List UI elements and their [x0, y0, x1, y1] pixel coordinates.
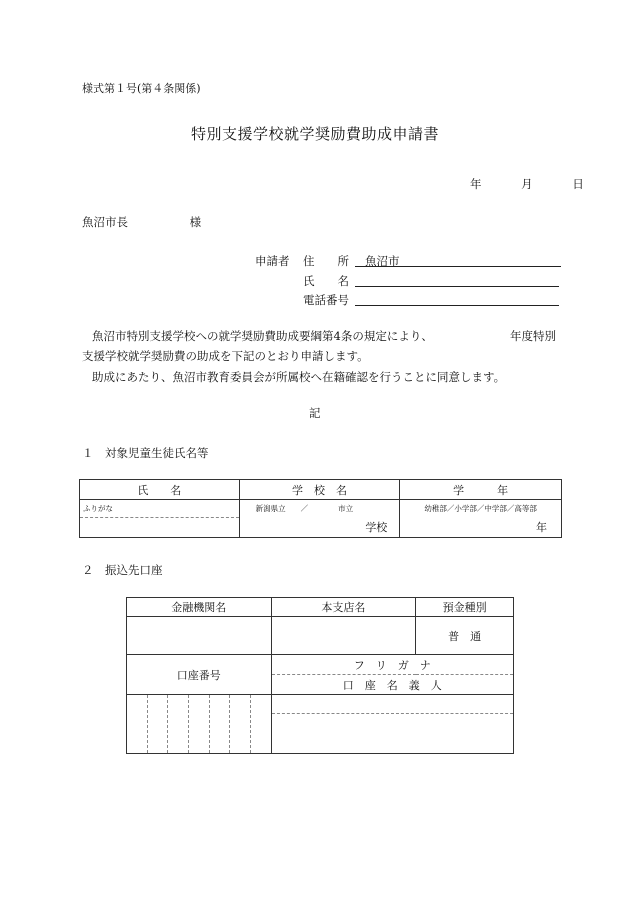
- col-name-header: 氏 名: [80, 480, 240, 500]
- account-digit-box[interactable]: [188, 695, 209, 753]
- grade-cell[interactable]: [400, 518, 562, 538]
- holder-name-field[interactable]: [272, 714, 513, 753]
- account-digit-box[interactable]: [229, 695, 250, 753]
- address-value[interactable]: 魚沼市: [365, 254, 400, 268]
- holder-cell[interactable]: [271, 695, 513, 754]
- school-name-cell[interactable]: [239, 518, 400, 538]
- applicant-label: 申請者: [255, 254, 290, 268]
- date-line: [470, 176, 584, 192]
- phone-label: 電話番号: [303, 293, 349, 307]
- body-para1-year: 年度特別: [510, 329, 556, 343]
- furigana-header: フ リ ガ ナ: [271, 655, 513, 675]
- account-digit-box[interactable]: [250, 695, 271, 753]
- col-branch-header: 本支店名: [271, 598, 416, 617]
- col-bank-header: 金融機関名: [127, 598, 272, 617]
- deposit-type-cell[interactable]: [416, 617, 514, 655]
- account-digit-boxes: [127, 695, 271, 753]
- account-number-cell[interactable]: [127, 695, 272, 754]
- addressee-honorific: 様: [189, 215, 202, 229]
- col-type-header: 預金種別: [416, 598, 514, 617]
- student-table: [79, 479, 562, 538]
- name-field[interactable]: [355, 286, 559, 287]
- ki-label: 記: [309, 406, 321, 420]
- division-cell[interactable]: [400, 500, 562, 518]
- phone-field[interactable]: [355, 305, 559, 306]
- section1-heading: １ 対象児童生徒氏名等: [82, 446, 209, 460]
- addressee: [82, 214, 201, 230]
- prefectural-school-cell[interactable]: [239, 500, 400, 518]
- holder-header: 口 座 名 義 人: [271, 675, 513, 695]
- body-para2: 助成にあたり、魚沼市教育委員会が所属校へ在籍確認を行うことに同意します。: [92, 370, 506, 384]
- branch-name-cell[interactable]: [271, 617, 416, 655]
- furigana-label: ふりがな: [83, 504, 113, 513]
- account-digit-box[interactable]: [167, 695, 188, 753]
- account-digit-box[interactable]: [147, 695, 168, 753]
- school-suffix: 学校: [365, 521, 388, 535]
- name-label: 氏 名: [303, 274, 349, 288]
- col-grade-header: 学 年: [400, 480, 562, 500]
- account-number-label: 口座番号: [176, 668, 221, 682]
- student-name-cell[interactable]: [80, 518, 240, 538]
- body-para1-line2: 支援学校就学奨励費の助成を下記のとおり申請します。: [82, 349, 369, 363]
- page-title: 特別支援学校就学奨励費助成申請書: [190, 125, 439, 143]
- division-label: 幼稚部／小学部／中学部／高等部: [424, 504, 537, 514]
- deposit-type-value: 普 通: [448, 629, 482, 643]
- col-school-header: 学 校 名: [239, 480, 400, 500]
- address-underline: [355, 266, 561, 267]
- holder-furigana-field[interactable]: [272, 695, 513, 714]
- month-label: 月: [521, 177, 533, 191]
- addressee-name: 魚沼市長: [82, 215, 128, 229]
- bank-table: [126, 597, 514, 754]
- body-para1-line1: 魚沼市特別支援学校への就学奨励費助成要綱第4条の規定により、: [92, 329, 433, 343]
- section2-heading: ２ 振込先口座: [82, 563, 163, 577]
- furigana-cell[interactable]: [80, 500, 240, 518]
- account-digit-box[interactable]: [209, 695, 230, 753]
- form-number: 様式第１号(第４条関係): [82, 82, 201, 95]
- address-label: 住 所: [303, 254, 349, 268]
- pref-school-label: 新潟県立 ／ 市立: [255, 504, 354, 514]
- grade-suffix: 年: [536, 521, 547, 535]
- account-number-label-cell: [127, 655, 272, 695]
- day-label: 日: [572, 177, 584, 191]
- year-label: 年: [470, 177, 482, 191]
- account-digit-box[interactable]: [127, 695, 147, 753]
- bank-name-cell[interactable]: [127, 617, 272, 655]
